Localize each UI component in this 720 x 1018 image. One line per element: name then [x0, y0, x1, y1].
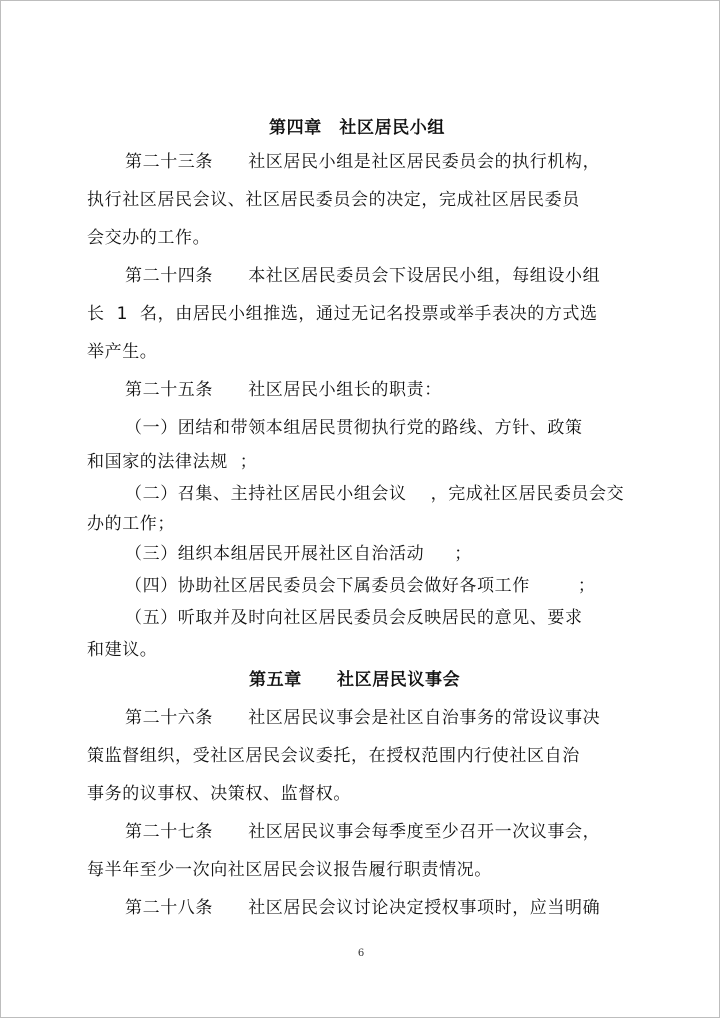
- duty-5-line-1: （五）听取并及时向社区居民委员会反映居民的意见、要求: [125, 608, 583, 628]
- article-26-line-2: 策监督组织，受社区居民会议委托，在授权范围内行使社区自治: [87, 746, 580, 766]
- duty-1-line-1: （一）团结和带领本组居民贯彻执行党的路线、方针、政策: [125, 418, 583, 438]
- chapter-4-title: 第四章 社区居民小组: [269, 118, 445, 138]
- article-26-line-3: 事务的议事权、决策权、监督权。: [87, 784, 351, 804]
- duty-3-line-1: （三）组织本组居民开展社区自治活动 ；: [125, 544, 472, 564]
- chapter-5-title: 第五章 社区居民议事会: [249, 670, 461, 690]
- article-24-line-2: 长 1 名，由居民小组推选，通过无记名投票或举手表决的方式选: [87, 304, 598, 324]
- page-number: 6: [357, 948, 365, 959]
- duty-2-line-2: 办的工作；: [87, 514, 175, 534]
- article-23-line-3: 会交办的工作。: [87, 228, 211, 248]
- article-27-line-2: 每半年至少一次向社区居民会议报告履行职责情况。: [87, 860, 492, 880]
- duty-5-line-2: 和建议。: [87, 640, 158, 660]
- article-26-line-1: 第二十六条 社区居民议事会是社区自治事务的常设议事决: [125, 708, 601, 728]
- duty-2-line-1: （二）召集、主持社区居民小组会议 ，完成社区居民委员会交: [125, 484, 625, 504]
- article-27-line-1: 第二十七条 社区居民议事会每季度至少召开一次议事会，: [125, 822, 601, 842]
- article-24-line-1: 第二十四条 本社区居民委员会下设居民小组，每组设小组: [125, 266, 601, 286]
- article-23-line-1: 第二十三条 社区居民小组是社区居民委员会的执行机构，: [125, 152, 601, 172]
- article-23-line-2: 执行社区居民会议、社区居民委员会的决定，完成社区居民委员: [87, 190, 580, 210]
- article-25-line-1: 第二十五条 社区居民小组长的职责：: [125, 380, 442, 400]
- article-28-line-1: 第二十八条 社区居民会议讨论决定授权事项时，应当明确: [125, 898, 601, 918]
- duty-4-line-1: （四）协助社区居民委员会下属委员会做好各项工作 ；: [125, 576, 596, 596]
- article-24-line-3: 举产生。: [87, 342, 158, 362]
- duty-1-line-2: 和国家的法律法规 ；: [87, 452, 258, 472]
